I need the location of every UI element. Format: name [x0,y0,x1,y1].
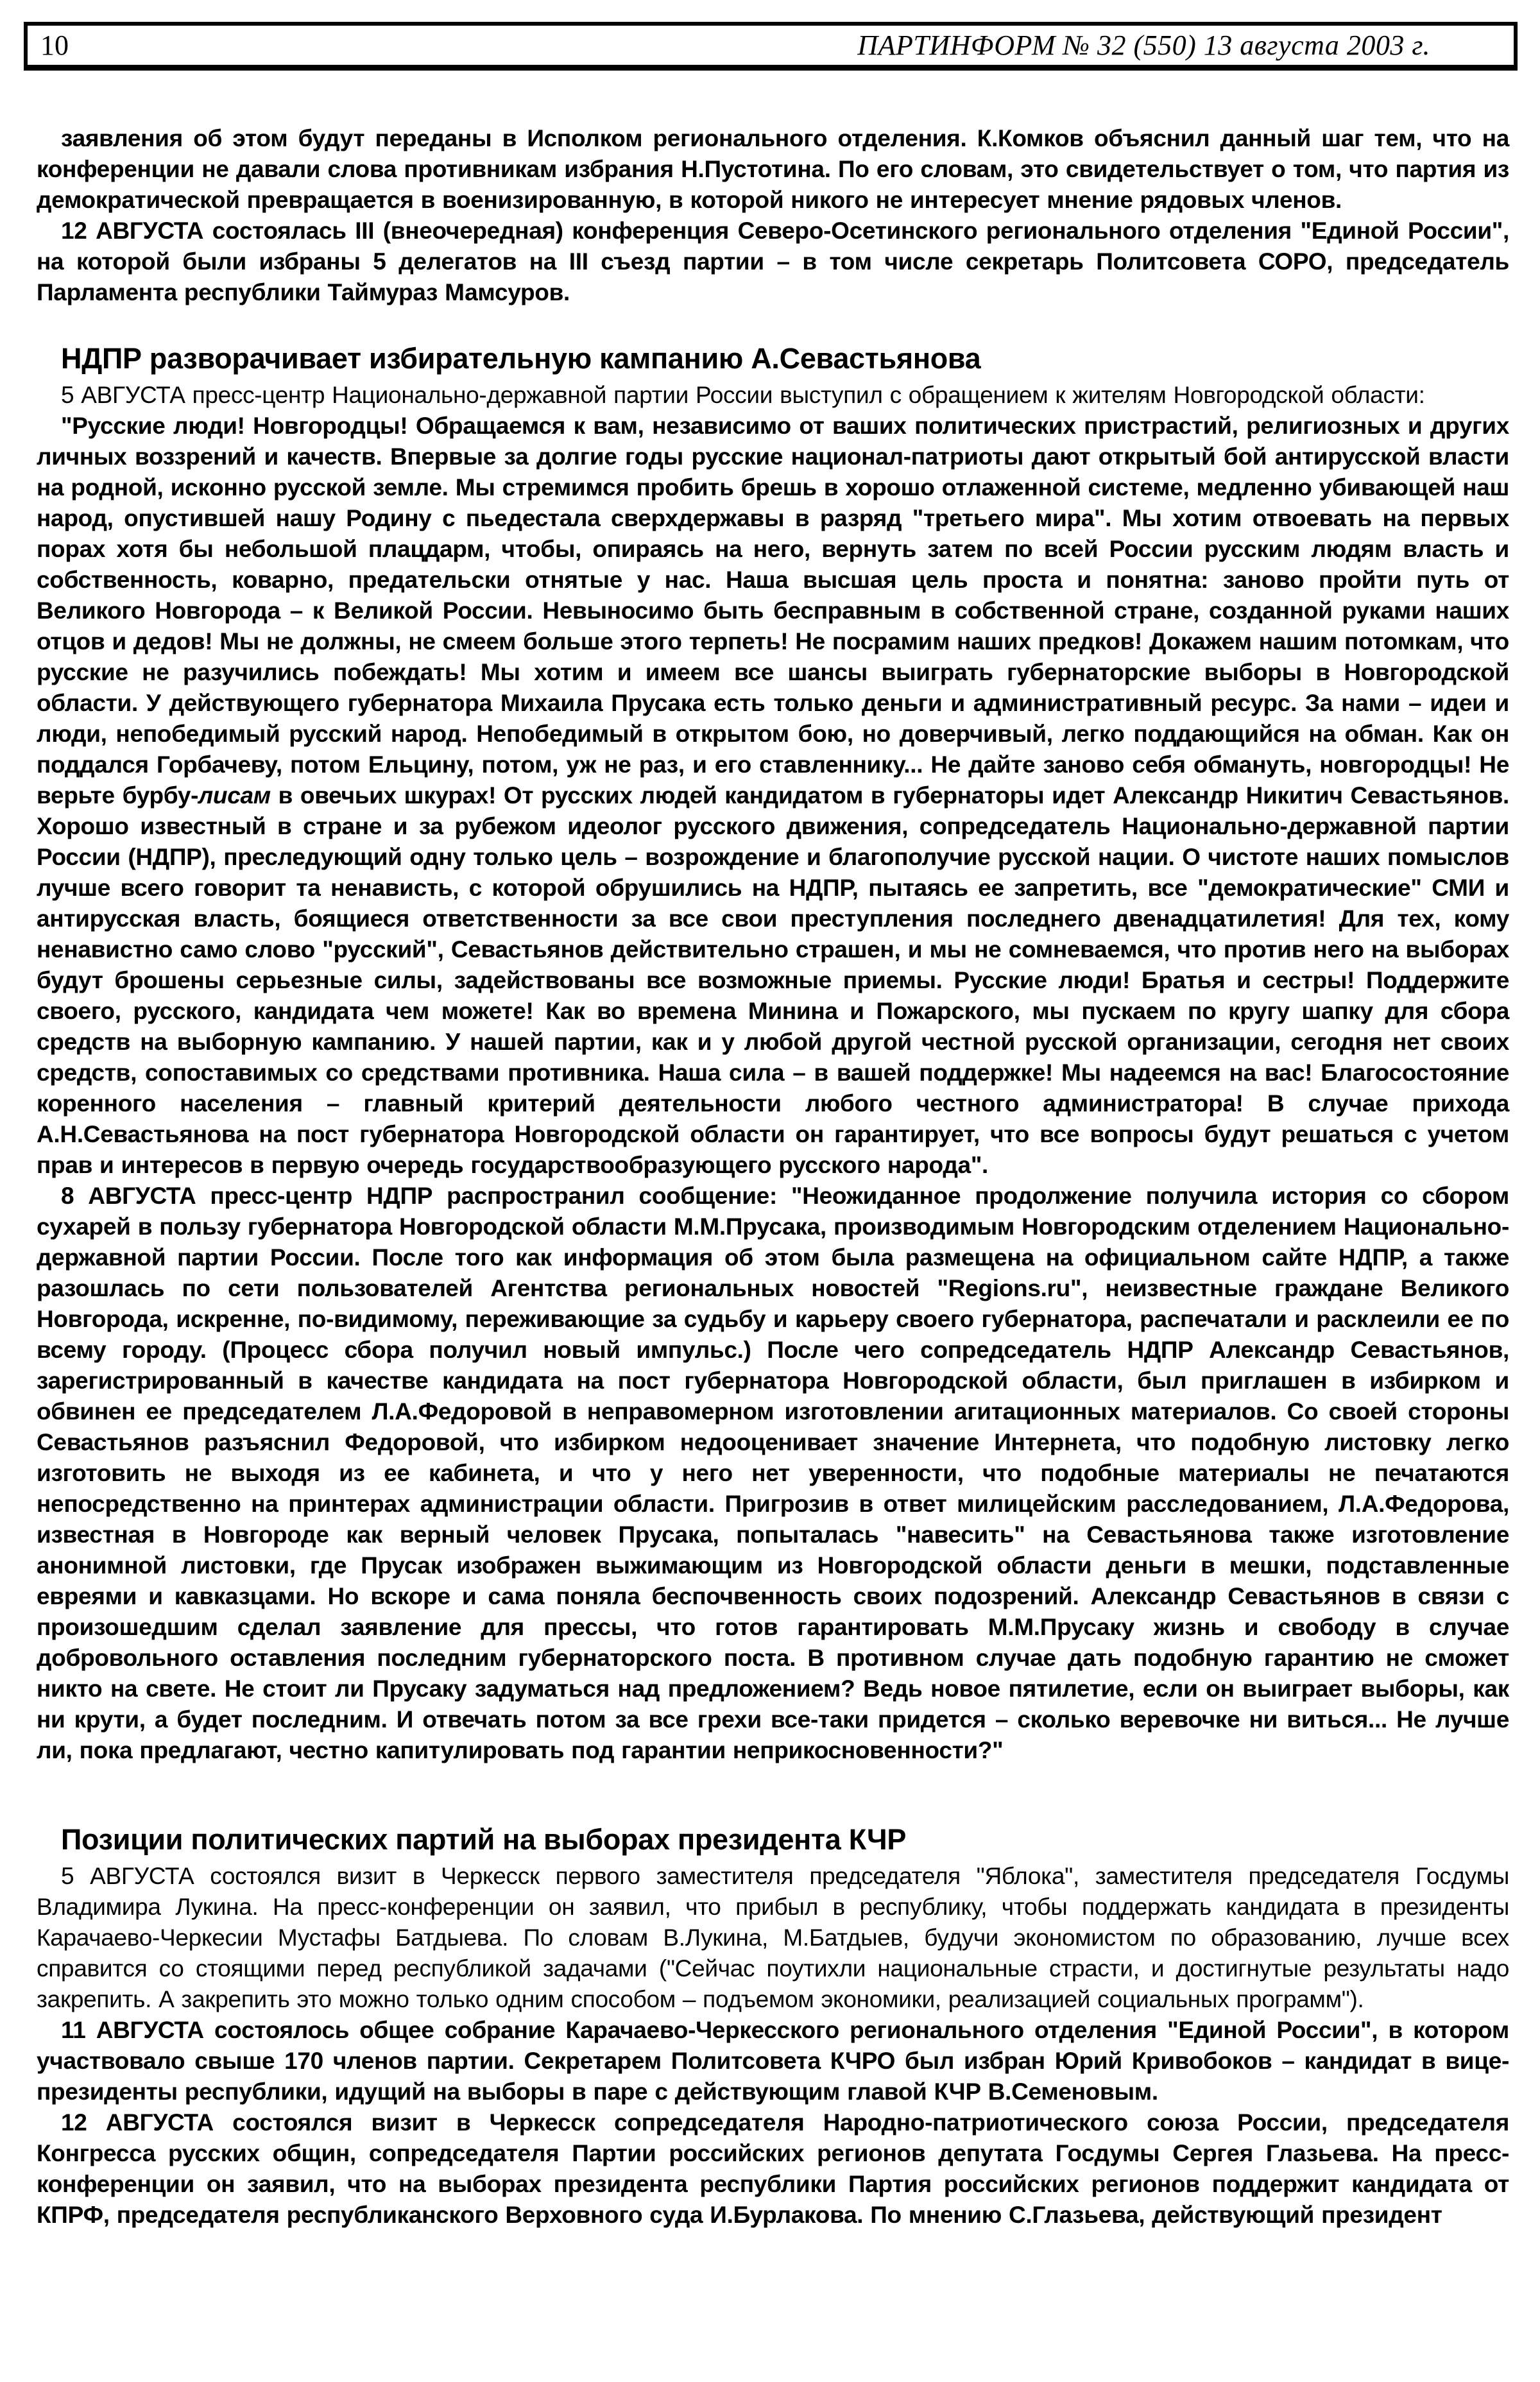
article-body [37,71,1509,2231]
section-heading: Позиции политических партий на выборах президента КЧР [61,1823,907,1856]
paragraph: 5 АВГУСТА пресс-центр Национально-державной партии России выступил с обращением к жителям Новгородской области: [61,382,1425,408]
paragraph: 12 АВГУСТА состоялся визит в Черкесск сопредседателя Народно-патриотического союза России, председателя Конгресса русских общин, сопредседателя Партии российских регионов депутата Госдумы Сергея Глазьева. На пресс-конференции он заявил, что на выборах президента республики Партия российских регионов поддержит кандидата от КПРФ, председателя республиканского Верховного суда И.Бурлакова. По мнению С.Глазьева, действующий президент [37,2109,1509,2228]
page-number: 10 [40,29,69,61]
paragraph: 11 АВГУСТА состоялось общее собрание Карачаево-Черкесского регионального отделения "Единой России", в котором участвовало свыше 170 членов партии. Секретарем Политсовета КЧРО был избран Юрий Кривобоков – кандидат в вице-президенты республики, идущий на выборы в паре с действующим главой КЧР В.Семеновым. [37,2017,1509,2105]
paragraph: "Русские люди! Новгородцы! Обращаемся к вам, независимо от ваших политических пристрастий, религиозных и других личных воззрений и качеств. Впервые за долгие годы русские национал-патриоты дают открытый бой антирусской власти на родной, исконно русской земле. Мы стремимся пробить брешь в хорошо отлаженной системе, медленно убивающей наш народ, опустившей нашу Родину с пьедестала сверхдержавы в разряд "третьего мира". Мы хотим отвоевать на первых порах хотя бы небольшой плацдарм, чтобы, опираясь на него, вернуть затем по всей России русским людям власть и собственность, коварно, предательски отнятые у нас. Наша высшая цель проста и понятна: заново пройти путь от Великого Новгорода – к Великой России. Невыносимо быть бесправным в собственной стране, созданной руками наших отцов и дедов! Мы не должны, не смеем больше этого терпеть! Не посрамим наших предков! Докажем нашим потомкам, что русские не разучились побеждать! Мы хотим и имеем все шансы выиграть губернаторские выборы в Новгородской области. У действующего губернатора Михаила Прусака есть только деньги и административный ресурс. За нами – идеи и люди, непобедимый русский народ. Непобедимый в открытом бою, но доверчивый, легко поддающийся на обман. Как он поддался Горбачеву, потом Ельцину, потом, уж не раз, и его ставленнику... Не дайте заново себя обмануть, новгородцы! Не верьте бурбу-лисам в овечьих шкурах! От русских людей кандидатом в губернаторы идет Александр Никитич Севастьянов. Хорошо известный в стране и за рубежом идеолог русского движения, сопредседатель Национально-державной партии России (НДПР), преследующий одну только цель – возрождение и благополучие русской нации. О чистоте наших помыслов лучше всего говорит та ненависть, с которой обрушились на НДПР, пытаясь ее запретить, все "демократические" СМИ и антирусская власть, боящиеся ответственности за все свои преступления последнего двенадцатилетия! Для тех, кому ненавистно само слово "русский", Севастьянов действительно страшен, и мы не сомневаемся, что против него на выборах будут брошены серьезные силы, задействованы все возможные приемы. Русские люди! Братья и сестры! Поддержите своего, русского, кандидата чем можете! Как во времена Минина и Пожарского, мы пускаем по кругу шапку для сбора средств на выборную кампанию. У нашей партии, как и у любой другой честной русской организации, сегодня нет своих средств, сопоставимых со средствами противника. Наша сила – в вашей поддержке! Мы надеемся на вас! Благосостояние коренного населения – главный критерий деятельности любого честного администратора! В случае прихода А.Н.Севастьянова на пост губернатора Новгородской области он гарантирует, что все вопросы будут решаться с учетом прав и интересов в первую очередь государствообразующего русского народа". [37,413,1509,1178]
paragraph: 12 АВГУСТА состоялась III (внеочередная) конференция Северо-Осетинского регионального отделения "Единой России", на которой были избраны 5 делегатов на III съезд партии – в том числе секретарь Политсовета СОРО, председатель Парламента республики Таймураз Мамсуров. [37,218,1509,305]
paragraph: заявления об этом будут переданы в Исполком регионального отделения. К.Комков объяснил данный шаг тем, что на конференции не давали слова противникам избрания Н.Пустотина. По его словам, это свидетельствует о том, что партия из демократической превращается в военизированную, в которой никого не интересует мнение рядовых членов. [37,125,1509,213]
section-heading: НДПР разворачивает избирательную кампанию А.Севастьянова [61,342,981,375]
paragraph: 8 АВГУСТА пресс-центр НДПР распространил сообщение: "Неожиданное продолжение получила история со сбором сухарей в пользу губернатора Новгородской области М.М.Прусака, производимым Новгородским отделением Национально-державной партии России. После того как информация об этом была размещена на официальном сайте НДПР, а также разошлась по сети пользователей Агентства региональных новостей "Regions.ru", неизвестные граждане Великого Новгорода, искренне, по-видимому, переживающие за судьбу и карьеру своего губернатора, распечатали и расклеили ее по всему городу. (Процесс сбора получил новый импульс.) После чего сопредседатель НДПР Александр Севастьянов, зарегистрированный в качестве кандидата на пост губернатора Новгородской области, был приглашен в избирком и обвинен ее председателем Л.А.Федоровой в неправомерном изготовлении агитационных материалов. Со своей стороны Севастьянов разъяснил Федоровой, что избирком недооценивает значение Интернета, что подобную листовку легко изготовить не выходя из ее кабинета, и что у него нет уверенности, что подобные материалы не печатаются непосредственно на принтерах администрации области. Пригрозив в ответ милицейским расследованием, Л.А.Федорова, известная в Новгороде как верный человек Прусака, попыталась "навесить" на Севастьянова также изготовление анонимной листовки, где Прусак изображен выжимающим из Новгородской области деньги в мешки, подставленные евреями и кавказцами. Но вскоре и сама поняла беспочвенность своих подозрений. Александр Севастьянов в связи с произошедшим сделал заявление для прессы, что готов гарантировать М.М.Прусаку жизнь и свободу в случае добровольного оставления последним губернаторского поста. В противном случае дать подобную гарантию не сможет никто на свете. Не стоит ли Прусаку задуматься над предложением? Ведь новое пятилетие, если он выиграет выборы, как ни крути, а будет последним. И отвечать потом за все грехи все-таки придется – сколько веревочке ни виться... Не лучше ли, пока предлагают, честно капитулировать под гарантии неприкосновенности?" [37,1183,1509,1763]
header-title: ПАРТИНФОРМ № 32 (550) 13 августа 2003 г. [857,29,1430,61]
page-header [24,22,1518,71]
paragraph: 5 АВГУСТА состоялся визит в Черкесск первого заместителя председателя "Яблока", заместителя председателя Госдумы Владимира Лукина. На пресс-конференции он заявил, что прибыл в республику, чтобы поддержать кандидата в президенты Карачаево-Черкесии Мустафы Батдыева. По словам В.Лукина, М.Батдыев, будучи экономистом по образованию, лучше всех справится со стоящими перед республикой задачами ("Сейчас поутихли национальные страсти, и достигнутые результаты надо закрепить. А закрепить это можно только одним способом – подъемом экономики, реализацией социальных программ"). [37,1863,1509,2012]
